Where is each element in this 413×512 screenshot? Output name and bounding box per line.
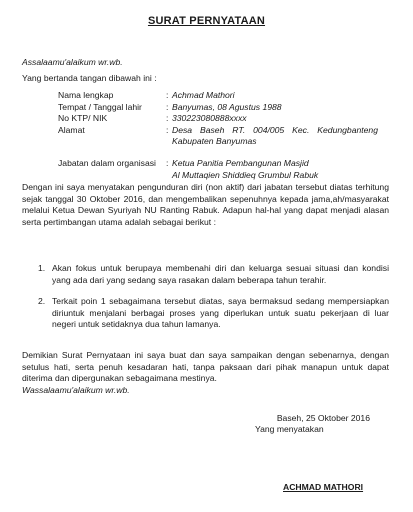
intro-text: Yang bertanda tangan dibawah ini :	[22, 73, 157, 83]
identity-row-position-cont	[58, 170, 378, 182]
identity-label: Alamat	[58, 124, 85, 135]
identity-value: Kabupaten Banyumas	[172, 136, 257, 147]
colon: :	[166, 90, 169, 100]
identity-table	[58, 90, 378, 181]
identity-row-name	[58, 90, 378, 102]
list-number: 2.	[38, 296, 46, 307]
colon: :	[166, 101, 169, 112]
place-date: Baseh, 25 Oktober 2016	[276, 413, 370, 423]
colon: :	[166, 157, 169, 168]
identity-value: Al Muttaqien Shiddieq Grumbul Rabuk	[172, 169, 319, 180]
identity-row-nik	[58, 113, 378, 125]
signer-role: Yang menyatakan	[255, 424, 324, 434]
reason-list	[38, 263, 389, 331]
signer-name: ACHMAD MATHORI	[283, 482, 364, 492]
identity-label: No KTP/ NIK	[58, 113, 108, 124]
identity-value: Banyumas, 08 Agustus 1988	[172, 101, 282, 112]
identity-value: Desa Baseh RT. 004/005 Kec. Kedungbanteng	[172, 124, 378, 135]
list-number: 1.	[38, 263, 46, 273]
colon: :	[166, 124, 169, 135]
list-item	[38, 263, 389, 286]
identity-label: Tempat / Tanggal lahir	[58, 101, 142, 112]
list-text: Akan fokus untuk berupaya membenahi diri dan keluarga sesuai situasi dan kondisi yang ada dari yang sedang saya rasakan dalam beberapa tahun terahir.	[52, 263, 389, 285]
closing-paragraph: Demikian Surat Pernyataan ini saya buat dan saya sampaikan dengan sebenarnya, dengan setulus hati, serta penuh kesadaran hati, tanpa paksaan dari pihak manapun untuk dapat diterima dan dipergunakan sebagaimana mestinya.	[22, 350, 389, 384]
identity-row-address	[58, 125, 378, 137]
identity-label: Nama lengkap	[58, 90, 114, 100]
list-item	[38, 296, 389, 331]
list-text: Terkait poin 1 sebagaimana tersebut diatas, saya bermaksud sedang mempersiapkan diriuntuk menjalani berbagai proses yang diperlukan untuk suatu pekerjaan di luar negeri untuk setidaknya dua tahun lamanya.	[52, 296, 389, 330]
identity-row-birth	[58, 102, 378, 114]
page-title: SURAT PERNYATAAN	[147, 15, 266, 27]
identity-value: Ketua Panitia Pembangunan Masjid	[172, 157, 309, 168]
colon: :	[166, 113, 169, 124]
identity-value: Achmad Mathori	[172, 90, 235, 100]
identity-label: Jabatan dalam organisasi	[58, 157, 156, 168]
closing-salutation: Wassalaamu'alaikum wr.wb.	[22, 385, 130, 395]
identity-value: 330223080888xxxx	[172, 113, 247, 124]
identity-row-address-cont	[58, 136, 378, 148]
greeting: Assalaamu'alaikum wr.wb.	[22, 57, 123, 67]
statement-paragraph: Dengan ini saya menyatakan pengunduran diri (non aktif) dari jabatan tersebut diatas terhitung sejak tanggal 30 Oktober 2016, dan mengembalikan sepenuhnya kepada jama,ah/masyarakat melalui Ketua Dewan Syuriyah NU Ranting Rabuk. Adapun hal-hal yang dapat menjadi alasan serta pertimbangan utama adalah sebagai berikut :	[22, 182, 389, 227]
identity-row-position	[58, 158, 378, 170]
